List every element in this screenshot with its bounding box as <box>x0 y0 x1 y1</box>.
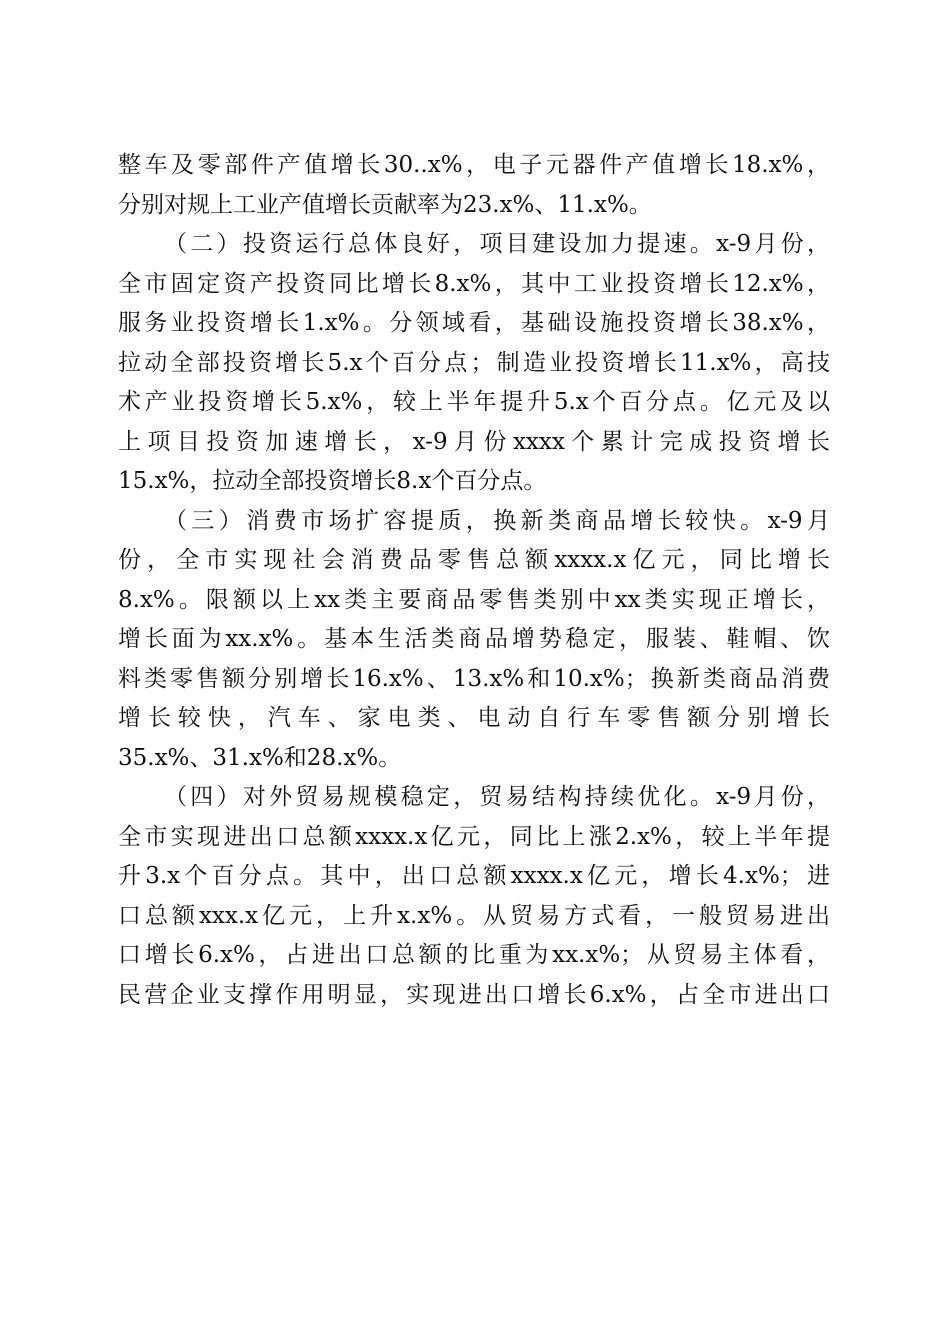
section-heading-consumption: （三）消费市场扩容提质，换新类商品增长较快。x-9月 <box>164 507 830 534</box>
text-line-7: 术产业投资增长5.x%，较上半年提升5.x个百分点。亿元及以 <box>118 389 830 415</box>
text-line-12: 8.x%。限额以上xx类主要商品零售类别中xx类实现正增长， <box>118 586 830 613</box>
text-line-4: 全市固定资产投资同比增长8.x%，其中工业投资增长12.x%， <box>118 270 830 297</box>
body-text <box>118 146 830 1015</box>
text-line-9: 15.x%，拉动全部投资增长8.x个百分点。 <box>118 468 547 494</box>
section-heading-investment: （二）投资运行总体良好，项目建设加力提速。x-9月份， <box>164 231 830 257</box>
text-line-14: 料类零售额分别增长16.x%、13.x%和10.x%；换新类商品消费 <box>118 665 830 692</box>
text-line-18: 全市实现进出口总额xxxx.x亿元，同比上涨2.x%，较上半年提 <box>118 823 830 850</box>
text-line-19: 升3.x个百分点。其中，出口总额xxxx.x亿元，增长4.x%；进 <box>118 863 830 889</box>
section-heading-trade: （四）对外贸易规模稳定，贸易结构持续优化。x-9月份， <box>164 784 830 810</box>
text-line-15: 增长较快，汽车、家电类、电动自行车零售额分别增长 <box>118 705 830 731</box>
text-line-21: 口增长6.x%，占进出口总额的比重为xx.x%；从贸易主体看， <box>118 942 830 968</box>
text-line-5: 服务业投资增长1.x%。分领域看，基础设施投资增长38.x%， <box>118 310 830 336</box>
text-line-1: 整车及零部件产值增长30..x%，电子元器件产值增长18.x%， <box>118 152 830 178</box>
text-line-2: 分别对规上工业产值增长贡献率为23.x%、11.x%。 <box>118 191 652 218</box>
text-line-20: 口总额xxx.x亿元，上升x.x%。从贸易方式看，一般贸易进出 <box>118 902 830 929</box>
text-line-8: 上项目投资加速增长，x-9月份xxxx个累计完成投资增长 <box>118 428 830 455</box>
text-line-16: 35.x%、31.x%和28.x%。 <box>118 744 402 771</box>
text-line-22: 民营企业支撑作用明显，实现进出口增长6.x%，占全市进出口 <box>118 981 830 1008</box>
text-line-11: 份，全市实现社会消费品零售总额xxxx.x亿元，同比增长 <box>118 547 830 573</box>
text-line-6: 拉动全部投资增长5.x个百分点；制造业投资增长11.x%，高技 <box>118 349 830 376</box>
text-line-13: 增长面为xx.x%。基本生活类商品增势稳定，服装、鞋帽、饮 <box>118 626 830 652</box>
